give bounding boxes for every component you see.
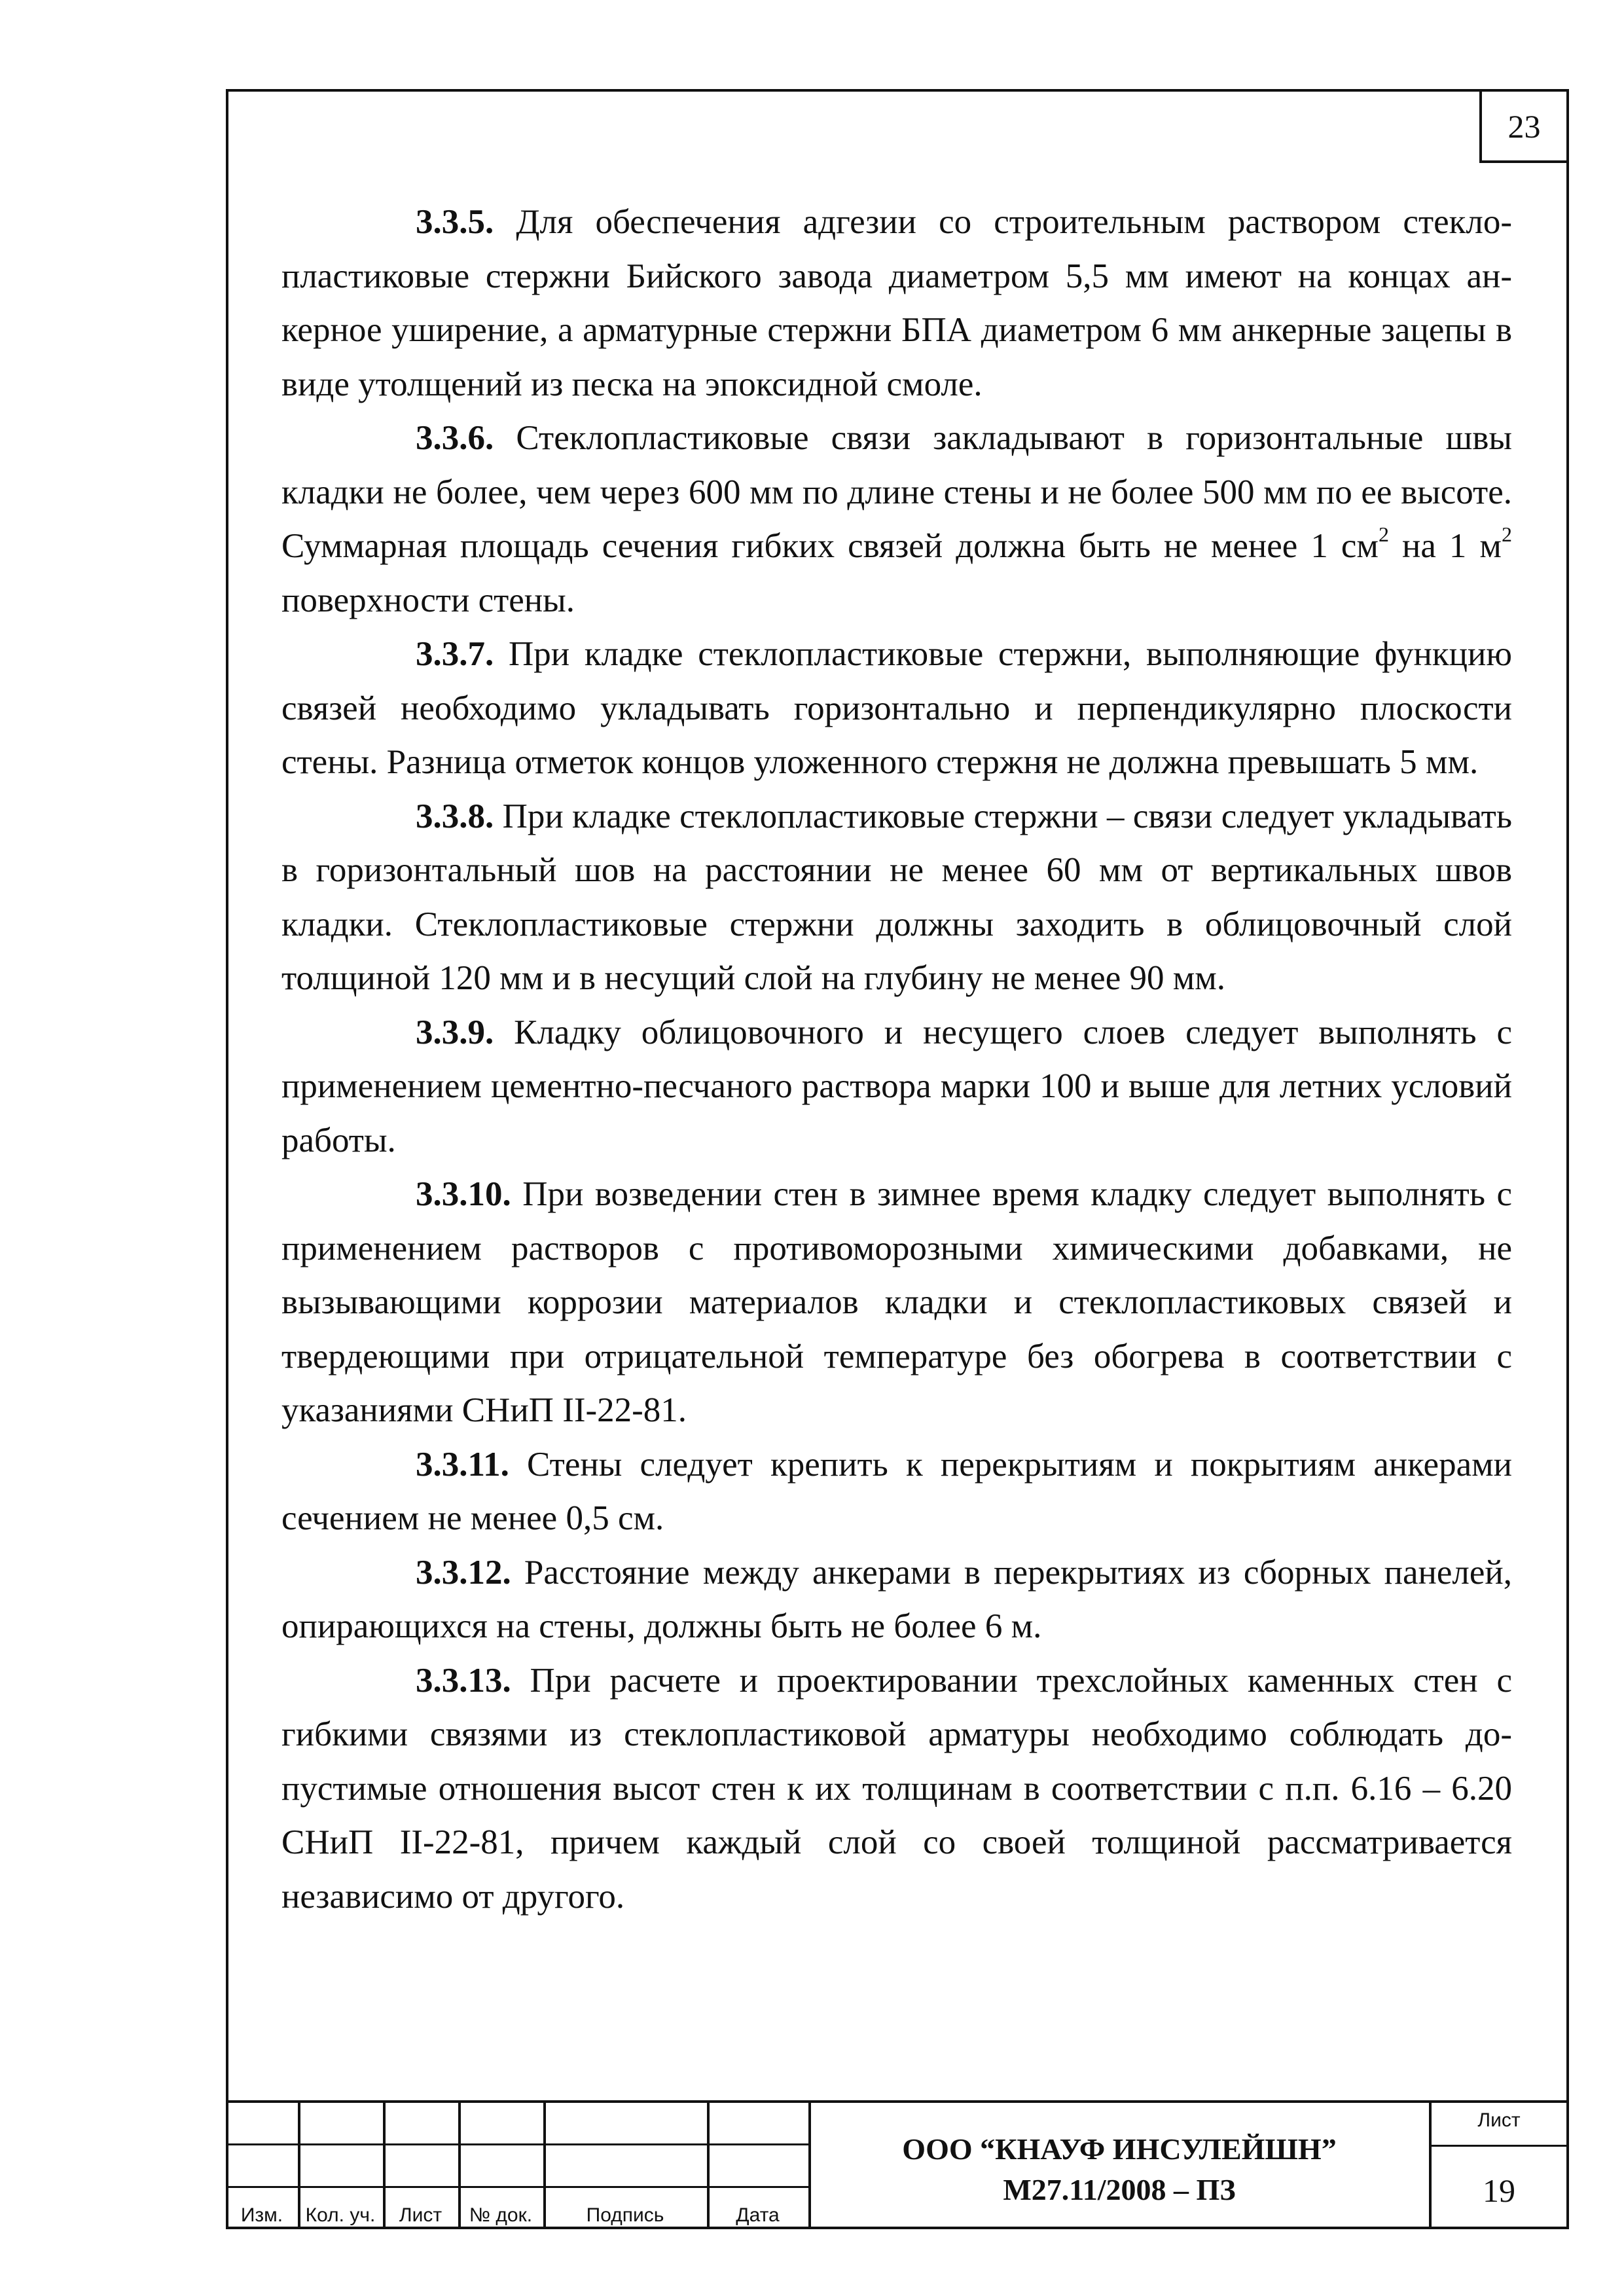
paragraph-3-3-11: 3.3.11. Стены следует крепить к перекрытиям и покрытиям анкерами сечением не менее 0,5 см. <box>281 1445 1512 1537</box>
stamp-col-date: Дата <box>736 2204 780 2226</box>
stamp-divider <box>808 2103 811 2229</box>
paragraph-3-3-7: 3.3.7. При кладке стеклопластиковые стержни, выполняющие функцию связей необходимо укладывать горизонтально и перпендикулярно плоскости стены. Разница отметок концов уложенного стержня не должна превышать 5 мм. <box>281 635 1512 781</box>
sheet-number: 19 <box>1483 2172 1515 2209</box>
title-block <box>226 2100 1569 2229</box>
stamp-col-kol-uch: Кол. уч. <box>305 2204 376 2226</box>
paragraph-3-3-13: 3.3.13. При расчете и проектировании трехслойных каменных стен с гибкими связями из стеклопластиковой арматуры необходимо соблюдать допустимые отношения высот стен к их толщинам в соответствии с п.п. 6.16 – 6.20 СНиП II-22-81, причем каждый слой со своей толщиной рассматривается независимо от другого. <box>281 1661 1512 1916</box>
paragraph-3-3-5: 3.3.5. Для обеспечения адгезии со строительным раствором стеклопластиковые стержни Бийского завода диаметром 5,5 мм имеют на концах анкерное уширение, а арматурные стержни БПА диаметром 6 мм анкерные зацепы в виде утолщений из песка на эпоксидной смоле. <box>281 203 1512 403</box>
stamp-row-line <box>226 2143 808 2145</box>
company-block <box>815 2129 1424 2210</box>
stamp-col-izm: Изм. <box>240 2204 283 2226</box>
paragraph-3-3-12: 3.3.12. Расстояние между анкерами в перекрытиях из сборных панелей, опирающихся на стены, должны быть не более 6 м. <box>281 1553 1512 1645</box>
paragraph-3-3-8: 3.3.8. При кладке стеклопластиковые стержни – связи следует укладывать в горизонтальный шов на расстоянии не менее 60 мм от вертикальных швов кладки. Стеклопластиковые стержни должны заходить в облицовочный слой толщиной 120 мм и в несущий слой на глубину не менее 90 мм. <box>281 797 1512 997</box>
paragraph-3-3-9: 3.3.9. Кладку облицовочного и несущего слоев следует выполнять с применением цементно-песчаного раствора марки 100 и выше для летних условий работы. <box>281 1013 1512 1159</box>
stamp-col-signature: Подпись <box>586 2204 664 2226</box>
sheet-label: Лист <box>1477 2109 1521 2131</box>
stamp-col-doc-num: № док. <box>469 2204 533 2226</box>
page-number-box <box>1479 89 1569 163</box>
stamp-row-line <box>1429 2145 1569 2147</box>
company-name: ООО “КНАУФ ИНСУЛЕЙШН” <box>902 2132 1337 2166</box>
document-body <box>281 195 1512 1923</box>
document-code: М27.11/2008 – ПЗ <box>1003 2173 1236 2206</box>
stamp-row-line <box>226 2186 808 2188</box>
stamp-col-list: Лист <box>399 2204 442 2226</box>
page-number: 23 <box>1507 107 1541 145</box>
paragraph-3-3-10: 3.3.10. При возведении стен в зимнее время кладку следует выполнять с применением растворов с противоморозными химическими добавками, не вызывающими коррозии материалов кладки и стеклопластиковых связей и твердеющими при отрицательной температуре без обогрева в соответствии с указаниями СНиП II-22-81. <box>281 1175 1512 1429</box>
paragraph-3-3-6: 3.3.6. Стеклопластиковые связи закладывают в горизонтальные швы кладки не более, чем через 600 мм по длине стены и не более 500 мм по ее высоте. Суммарная площадь сечения гибких связей должна быть не менее 1 $см^2$ на 1 $м^2$ поверхности стены. <box>281 419 1512 619</box>
